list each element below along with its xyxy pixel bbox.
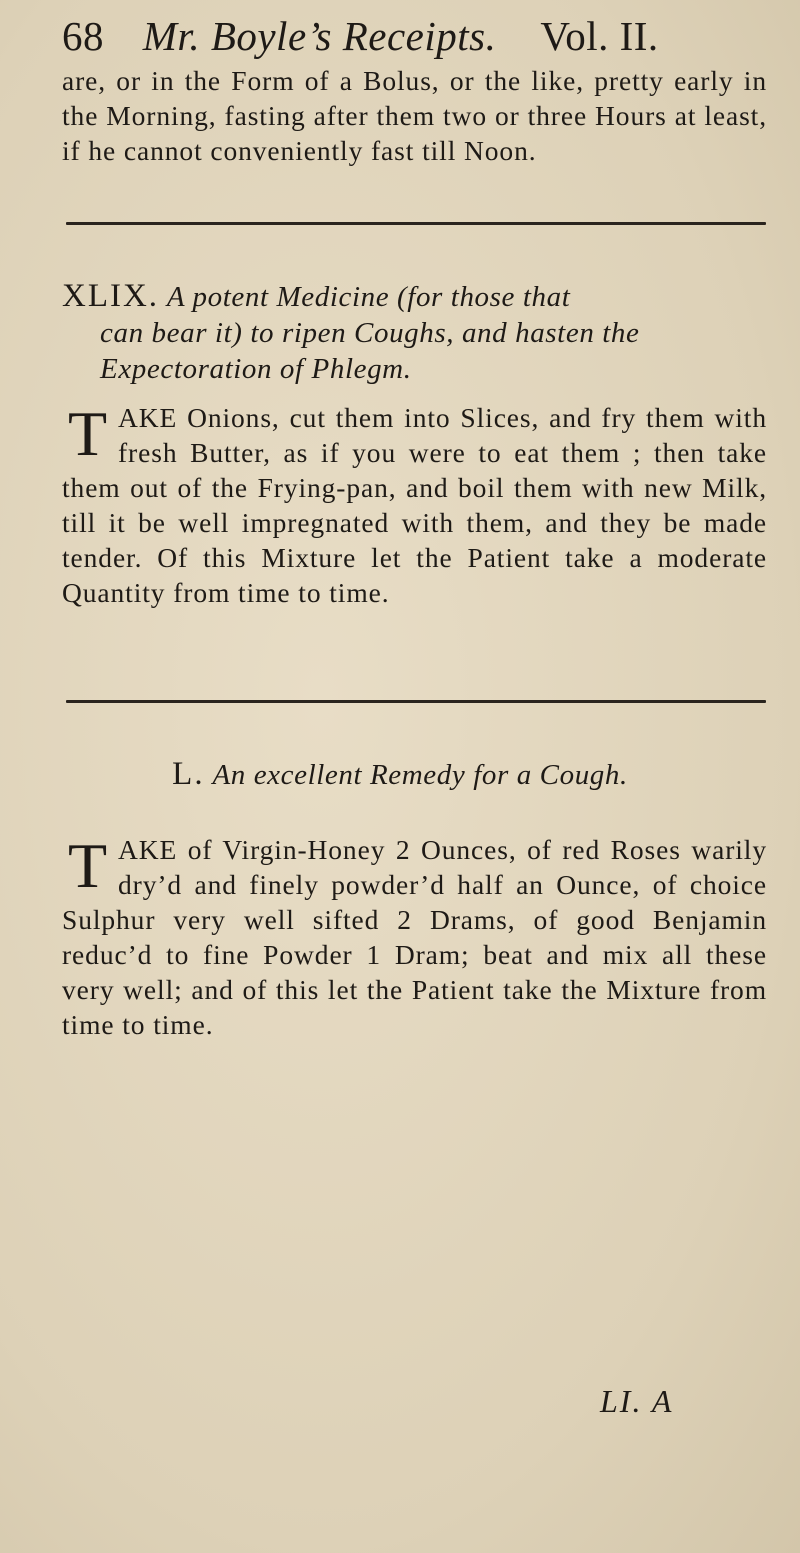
page-number: 68 xyxy=(62,13,104,59)
receipt-number: XLIX. xyxy=(62,278,160,314)
receipt-number: L. xyxy=(172,756,205,792)
receipt-text: AKE Onions, cut them into Slices, and fry them with fresh Butter, as if you were to eat them ; then take them out of the Frying-pan, and boil them with new Milk, till it be well impregnated with them, and they be made tender. Of this Mixture let the Patient take a moderate Quantity from time to time. xyxy=(62,402,767,608)
drop-cap: T xyxy=(68,398,108,469)
section-divider xyxy=(66,222,766,225)
running-title: Mr. Boyle’s Receipts. xyxy=(142,13,497,59)
receipt-title-line2: can bear it) to ripen Coughs, and hasten the Expectoration of Phlegm. xyxy=(100,317,640,385)
catchword: LI. A xyxy=(600,1383,674,1419)
drop-cap: T xyxy=(68,830,108,901)
running-head xyxy=(62,12,762,60)
receipt-title-line1: An excellent Remedy for a Cough. xyxy=(212,759,628,791)
continuation-paragraph xyxy=(62,63,767,168)
section-divider xyxy=(66,700,766,703)
continuation-text: are, or in the Form of a Bolus, or the like, pretty early in the Morning, fasting after them two or three Hours at least, if he cannot conveniently fast till Noon. xyxy=(62,65,767,166)
receipt-body-xlix xyxy=(62,400,767,610)
receipt-body-l xyxy=(62,832,767,1042)
receipt-heading-xlix xyxy=(62,278,772,387)
receipt-heading-l xyxy=(0,756,800,793)
receipt-text: AKE of Virgin-Honey 2 Ounces, of red Roses warily dry’d and finely powder’d half an Ounce, of choice Sulphur very well sifted 2 Drams, of good Benjamin reduc’d to fine Powder 1 Dram; beat and mix all these very well; and of this let the Patient take the Mixture from time to time. xyxy=(62,834,767,1040)
volume-label: Vol. II. xyxy=(540,13,659,59)
receipt-title-line1: A potent Medicine (for those that xyxy=(166,281,571,313)
